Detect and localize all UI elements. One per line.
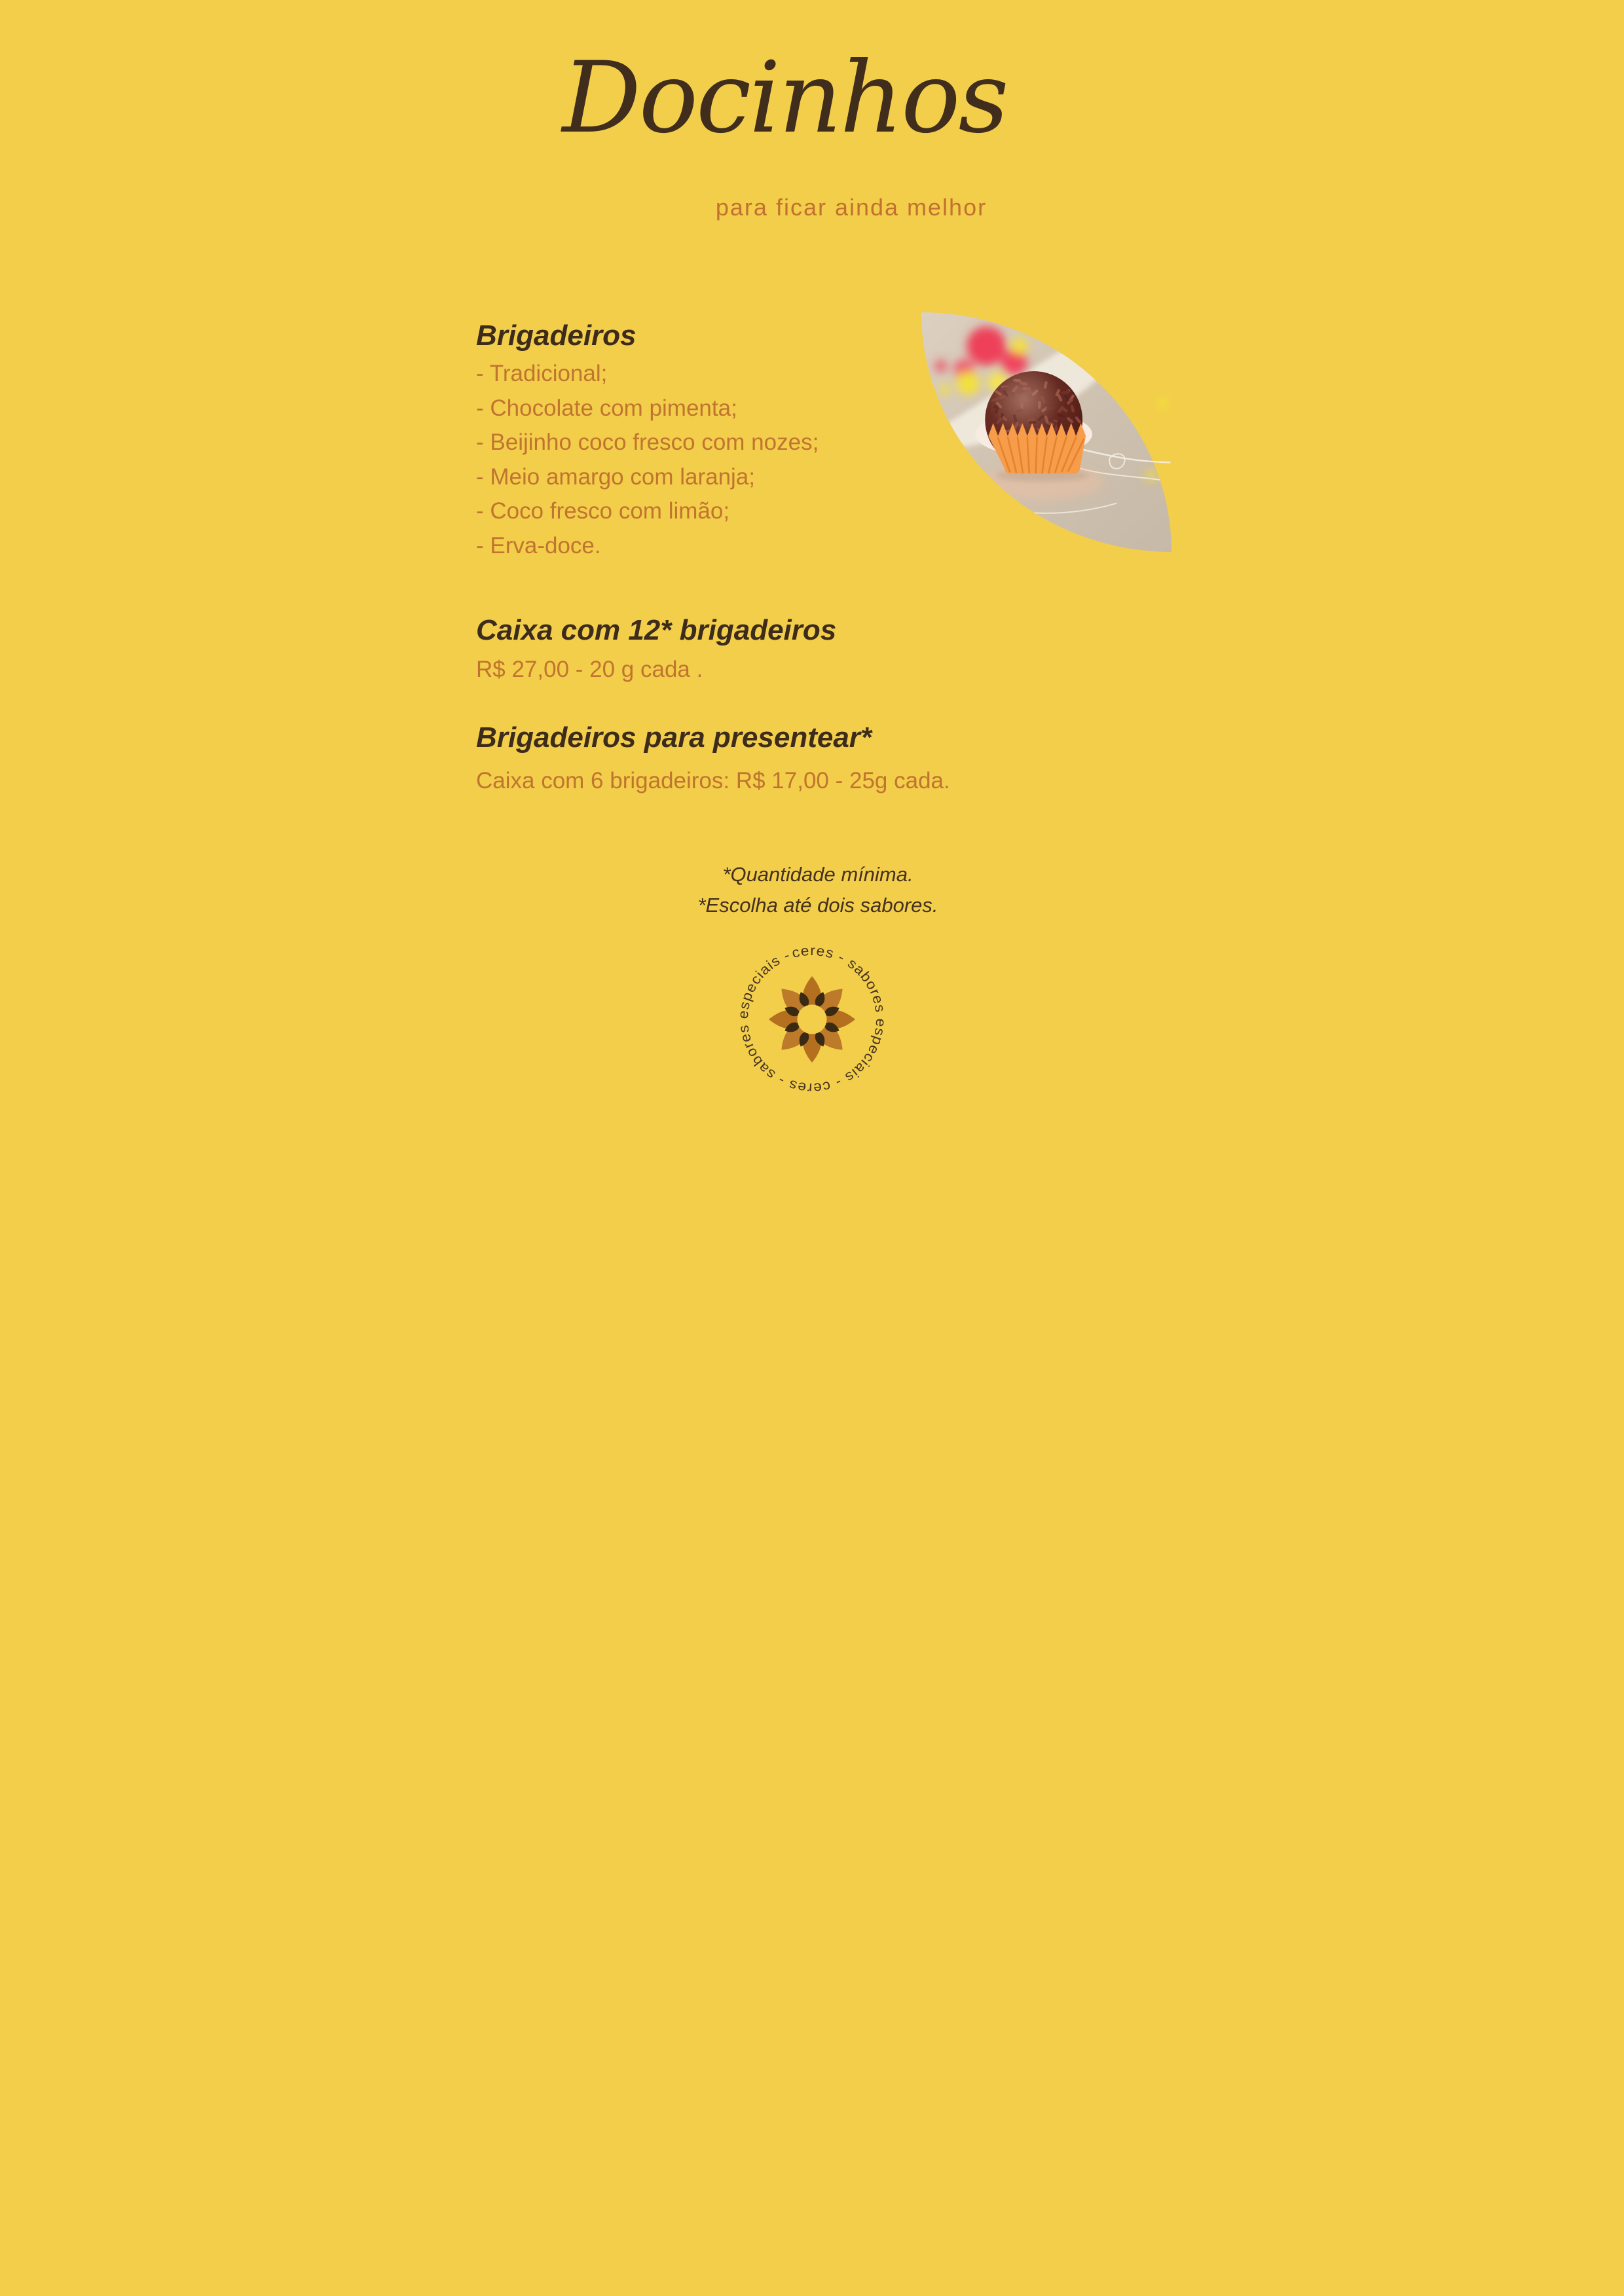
flavor-item: - Tradicional; (476, 361, 608, 386)
footnote-min-quantity: *Quantidade mínima. (722, 863, 913, 886)
gift-price: Caixa com 6 brigadeiros: R$ 17,00 - 25g cada. (476, 768, 950, 793)
flavor-item: - Coco fresco com limão; (476, 498, 730, 524)
footnotes (412, 859, 1218, 920)
flavors-heading: Brigadeiros (476, 319, 637, 352)
box12-price: R$ 27,00 - 20 g cada . (476, 657, 703, 682)
page-subtitle: para ficar ainda melhor (715, 194, 987, 221)
flower-logo (727, 934, 897, 1104)
logo-ring-text: ceres - sabores especiais - ceres - sabores especiais - (735, 942, 889, 1097)
flavor-item: - Chocolate com pimenta; (476, 395, 737, 421)
flower-petals (769, 976, 855, 1063)
flower-center (798, 1005, 827, 1034)
flavor-list (476, 357, 819, 563)
brand-logo (727, 934, 897, 1104)
poster-page (406, 0, 1218, 1148)
flavor-item: - Meio amargo com laranja; (476, 464, 755, 490)
box12-heading: Caixa com 12* brigadeiros (476, 614, 837, 646)
page-title: Docinhos (562, 41, 1007, 155)
brigadeiro-photo-art (921, 312, 1172, 552)
flavor-item: - Beijinho coco fresco com nozes; (476, 429, 819, 455)
flavor-item: - Erva-doce. (476, 532, 601, 558)
brigadeiro-photo (921, 312, 1172, 552)
footnote-two-flavors: *Escolha até dois sabores. (697, 894, 938, 917)
gift-heading: Brigadeiros para presentear* (476, 721, 872, 754)
